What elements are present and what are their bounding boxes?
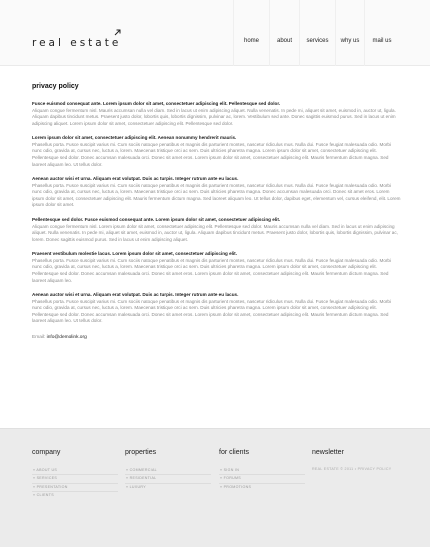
- policy-section: [32, 176, 402, 209]
- contact-email: [32, 335, 402, 340]
- nav-services[interactable]: [299, 0, 335, 66]
- section-body: Aliquam congue fermentum nisl. Mauris accumsan nulla vel diam. Sed in lacus ut enim adipiscing aliquet. Nulla venenatis. In pede mi, aliquet sit amet, euismod in, auctor ut, ligula. Aliquam dapibus tincidunt metus. Praesent justo dolor, lobortis quis, lobortis dignissim, pulvinar ac, lorem. Vestibulum sed ante. Donec sagittis euismod purus. Sed in lacus ut enim adipiscing aliquet. Lorem ipsum dolor sit amet, consectetuer adipiscing elit. Pellentesque sed dolor.: [32, 107, 396, 126]
- logo-arrow-icon: [114, 29, 121, 36]
- policy-section: [32, 135, 402, 168]
- footer-clients: [219, 449, 305, 491]
- footer-link[interactable]: » ABOUT US: [32, 467, 118, 474]
- footer-link[interactable]: » CLIENTS: [32, 491, 118, 499]
- footer-link[interactable]: » RESIDENTIAL: [125, 474, 211, 482]
- footer-link[interactable]: » SIGN IN: [219, 467, 305, 474]
- footer-company-title: company: [32, 449, 61, 456]
- policy-section: [32, 292, 402, 325]
- policy-section: [32, 217, 402, 243]
- nav-mail-us[interactable]: [364, 0, 399, 66]
- section-lead: Lorem ipsum dolor sit amet, consectetuer adipiscing elit. Aenean nonummy hendrerit mauris.: [32, 135, 237, 141]
- section-body: Phasellus porta. Fusce suscipit varius mi. Cum sociis natoque penatibus et magnis dis parturient montes, nascetur ridiculus mus. Nulla dui. Fusce feugiat malesuada odio. Morbi nunc odio, gravida at, cursus nec, luctus a, lorem. Maecenas tristique orci ac sem. Duis ultricies pharetra magna. Lorem ipsum dolor sit amet, consectetuer adipiscing elit. Pellentesque sed dolor. Donec accumsan malesuada orci. Donec sit amet eros. Lorem ipsum dolor sit amet, consectetuer adipiscing elit. Mauris fermentum dictum magna. Sed laoreet aliquam leo. Ut tellus dolor.: [32, 141, 391, 167]
- section-lead: Aenean auctor wisi et urna. Aliquam erat volutpat. Duis ac turpis. Integer rutrum ante eu lacus.: [32, 292, 239, 298]
- footer-link[interactable]: » LUXURY: [125, 483, 211, 491]
- section-lead: Aenean auctor wisi et urna. Aliquam erat volutpat. Duis ac turpis. Integer rutrum ante eu lacus.: [32, 176, 239, 182]
- nav-why-us[interactable]: [335, 0, 364, 66]
- nav-why-us-label: why us: [340, 38, 360, 44]
- policy-section: [32, 251, 402, 284]
- footer-link[interactable]: » SERVICES: [32, 474, 118, 482]
- policy-section: [32, 101, 402, 127]
- section-body: Phasellus porta. Fusce suscipit varius mi. Cum sociis natoque penatibus et magnis dis parturient montes, nascetur ridiculus mus. Nulla dui. Fusce feugiat malesuada odio. Morbi nunc odio, gravida at, cursus nec, luctus a, lorem. Maecenas tristique orci ac sem. Duis ultricies pharetra magna. Lorem ipsum dolor sit amet, consectetuer adipiscing elit. Pellentesque sed dolor. Donec accumsan malesuada orci. Donec sit amet eros. Lorem ipsum dolor sit amet, consectetuer adipiscing elit. Mauris fermentum dictum magna. Sed laoreet aliquam leo.: [32, 257, 391, 283]
- nav-about[interactable]: [269, 0, 299, 66]
- nav-mail-us-label: mail us: [372, 38, 392, 44]
- footer-link[interactable]: » PRESENTATION: [32, 483, 118, 491]
- site-footer: [0, 428, 430, 547]
- footer-link[interactable]: » COMMERCIAL: [125, 467, 211, 474]
- footer-clients-title: for clients: [219, 449, 249, 456]
- nav-services-label: services: [306, 38, 329, 44]
- footer-link[interactable]: » PROMOTIONS: [219, 483, 305, 491]
- section-lead: Pellentesque sed dolor. Fusce euismod consequat ante. Lorem ipsum dolor sit amet, consectetuer adipiscing elit.: [32, 217, 281, 223]
- site-logo[interactable]: real estate: [32, 37, 122, 49]
- section-body: Phasellus porta. Fusce suscipit varius mi. Cum sociis natoque penatibus et magnis dis parturient montes, nascetur ridiculus mus. Nulla dui. Fusce feugiat malesuada odio. Morbi nunc odio, gravida at, cursus nec, luctus a, lorem. Maecenas tristique orci ac sem. Duis ultricies pharetra magna. Lorem ipsum dolor sit amet, consectetuer adipiscing elit. Pellentesque sed dolor. Donec accumsan malesuada orci. Donec sit amet eros. Lorem ipsum dolor sit amet, consectetuer adipiscing elit. Mauris fermentum dictum magna. Sed laoreet aliquam leo. Ut tellus dolor.: [32, 298, 391, 324]
- section-body: Phasellus porta. Fusce suscipit varius mi. Cum sociis natoque penatibus et magnis dis parturient montes, nascetur ridiculus mus. Nulla dui. Fusce feugiat malesuada odio. Morbi nunc odio, gravida at, cursus nec, luctus a, lorem. Maecenas tristique orci ac sem. Duis ultricies pharetra magna. Donec accumsan malesuada orci. Donec sit amet eros. Lorem ipsum dolor sit amet, consectetuer adipiscing elit. Mauris fermentum dictum magna. Sed laoreet aliquam leo. Ut tellus dolor, dapibus eget, elementum vel, cursus eleifend, elit. Lorem ipsum dolor sit amet.: [32, 182, 401, 208]
- main-nav: [233, 0, 399, 66]
- footer-newsletter: [312, 449, 408, 471]
- footer-newsletter-title: newsletter: [312, 449, 344, 456]
- footer-properties-title: properties: [125, 449, 157, 456]
- section-lead: Fusce euismod consequat ante. Lorem ipsum dolor sit amet, consectetuer adipiscing elit. Pellentesque sed dolor.: [32, 101, 281, 106]
- section-body: Aliquam congue fermentum nisl. Lorem ipsum dolor sit amet, consectetuer adipiscing elit. Pellentesque sed dolor. Mauris accumsan nulla vel diam. Sed in lacus ut enim adipiscing aliquet. Nulla venenatis. In pede mi, aliquet sit amet, euismod in, auctor ut, ligula. Aliquam dapibus tincidunt metus. Praesent justo dolor, lobortis quis, lobortis dignissim, pulvinar ac, lorem. Donec sagittis euismod purus. Sed in lacus ut enim adipiscing aliquet.: [32, 223, 398, 242]
- footer-properties: [125, 449, 211, 491]
- footer-copyright: REAL ESTATE © 2011 • PRIVACY POLICY: [312, 467, 392, 471]
- page-title: privacy policy: [32, 83, 79, 90]
- section-lead: Praesent vestibulum molestie lacus. Lorem ipsum dolor sit amet, consectetuer adipiscing elit.: [32, 251, 237, 257]
- main-content: [32, 83, 402, 340]
- email-link[interactable]: info@demolink.org: [46, 335, 87, 341]
- footer-company: [32, 449, 118, 500]
- nav-about-label: about: [276, 38, 292, 44]
- footer-link[interactable]: » FORUMS: [219, 474, 305, 482]
- nav-home-label: home: [243, 38, 259, 44]
- site-header: [0, 0, 430, 66]
- nav-home[interactable]: [233, 0, 269, 66]
- email-label: Email:: [32, 335, 46, 341]
